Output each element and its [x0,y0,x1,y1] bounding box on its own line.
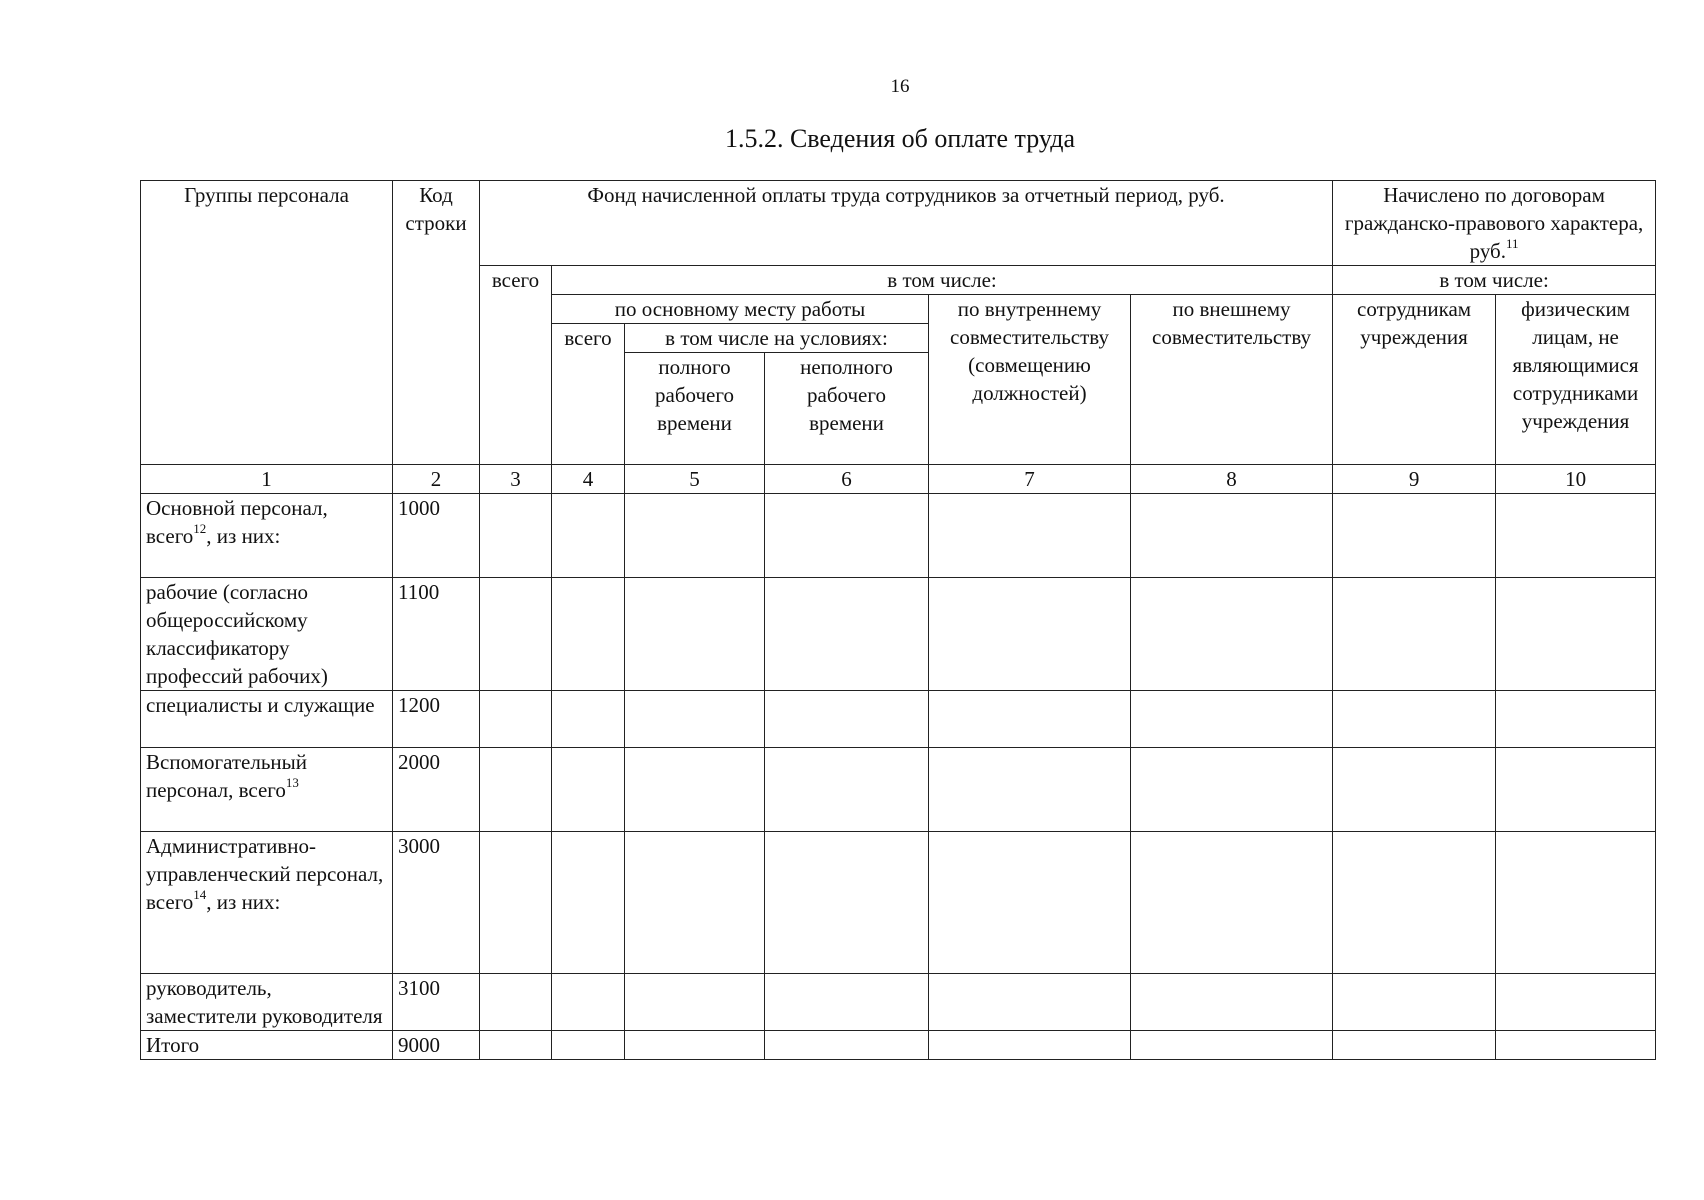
data-cell [480,832,552,974]
data-cell [765,748,929,832]
row-code: 3000 [393,832,480,974]
data-cell [480,1031,552,1060]
data-cell [480,691,552,748]
data-cell [1131,974,1333,1031]
data-cell [552,1031,625,1060]
column-number: 4 [552,465,625,494]
footnote-14: 14 [193,887,207,902]
data-cell [480,748,552,832]
data-cell [929,691,1131,748]
column-number: 10 [1496,465,1656,494]
column-number: 1 [141,465,393,494]
footnote-13: 13 [285,775,299,790]
data-cell [929,578,1131,691]
header-total: всего [480,266,552,465]
header-employees: сотрудникам учреждения [1333,295,1496,465]
data-cell [552,494,625,578]
data-cell [765,832,929,974]
data-cell [1333,578,1496,691]
column-number: 8 [1131,465,1333,494]
data-cell [1131,494,1333,578]
data-cell [1496,578,1656,691]
data-cell [625,578,765,691]
data-cell [1131,1031,1333,1060]
data-cell [625,974,765,1031]
column-number: 7 [929,465,1131,494]
data-cell [625,748,765,832]
data-cell [552,748,625,832]
header-full-time: полного рабочего времени [625,353,765,465]
data-cell [1496,1031,1656,1060]
table-row [141,1031,1656,1060]
data-cell [1333,1031,1496,1060]
data-cell [929,494,1131,578]
header-internal: по внутреннему совместительству (совмещению должностей) [929,295,1131,465]
row-code: 1000 [393,494,480,578]
data-cell [765,691,929,748]
column-number-row [141,465,1656,494]
data-cell [1333,691,1496,748]
row-label: специалисты и служащие [141,691,393,748]
data-cell [625,1031,765,1060]
header-conditions: в том числе на условиях: [625,324,929,353]
header-main-place: по основному месту работы [552,295,929,324]
data-cell [765,578,929,691]
data-cell [552,578,625,691]
data-cell [1496,494,1656,578]
data-cell [1496,832,1656,974]
civil-contracts-text: Начислено по договорам гражданско-правового характера, руб. [1344,183,1644,263]
data-cell [552,832,625,974]
footnote-11: 11 [1505,236,1519,251]
page-title: 1.5.2. Сведения об оплате труда [724,124,1076,153]
wage-table [140,180,1656,1060]
row-label-text: Административно-управленческий персонал, всего [146,834,384,914]
row-label: Итого [141,1031,393,1060]
column-number: 5 [625,465,765,494]
footnote-12: 12 [193,521,207,536]
data-cell [1333,748,1496,832]
data-cell [765,494,929,578]
data-cell [1131,691,1333,748]
row-code: 2000 [393,748,480,832]
data-cell [552,691,625,748]
table-row [141,578,1656,691]
header-fund: Фонд начисленной оплаты труда сотрудников за отчетный период, руб. [480,181,1333,266]
data-cell [765,1031,929,1060]
data-cell [929,832,1131,974]
data-cell [1496,974,1656,1031]
row-label [141,494,393,578]
data-cell [625,494,765,578]
row-label-text: Основной персонал, всего [146,496,328,548]
table-row [141,748,1656,832]
data-cell [929,1031,1131,1060]
row-label: рабочие (согласно общероссийскому классификатору профессий рабочих) [141,578,393,691]
row-code: 1200 [393,691,480,748]
data-cell [1496,691,1656,748]
row-code: 1100 [393,578,480,691]
data-cell [480,974,552,1031]
column-number: 9 [1333,465,1496,494]
data-cell [1131,748,1333,832]
table-row [141,974,1656,1031]
data-cell [1131,578,1333,691]
data-cell [480,494,552,578]
header-including: в том числе: [552,266,1333,295]
table-row [141,832,1656,974]
data-cell [1131,832,1333,974]
column-number: 6 [765,465,929,494]
column-number: 3 [480,465,552,494]
data-cell [552,974,625,1031]
column-number: 2 [393,465,480,494]
row-label-text: Вспомогательный персонал, всего [146,750,307,802]
data-cell [765,974,929,1031]
data-cell [625,832,765,974]
data-cell [1496,748,1656,832]
data-cell [1333,494,1496,578]
data-cell [929,748,1131,832]
data-cell [480,578,552,691]
data-cell [929,974,1131,1031]
row-label [141,832,393,974]
page-number: 16 [890,76,910,97]
table-row [141,494,1656,578]
data-cell [625,691,765,748]
table-row [141,691,1656,748]
header-civil-contracts [1333,181,1656,266]
row-label-suffix: , из них: [206,890,281,914]
header-external: по внешнему совместительству [1131,295,1333,465]
header-including-contracts: в том числе: [1333,266,1656,295]
header-part-time: неполного рабочего времени [765,353,929,465]
header-main-total: всего [552,324,625,465]
data-cell [1333,974,1496,1031]
row-label [141,748,393,832]
row-code: 9000 [393,1031,480,1060]
data-cell [1333,832,1496,974]
header-code: Код строки [393,181,480,465]
row-label-suffix: , из них: [206,524,281,548]
row-code: 3100 [393,974,480,1031]
row-label: руководитель, заместители руководителя [141,974,393,1031]
header-groups: Группы персонала [141,181,393,465]
header-individuals: физическим лицам, не являющимися сотрудниками учреждения [1496,295,1656,465]
